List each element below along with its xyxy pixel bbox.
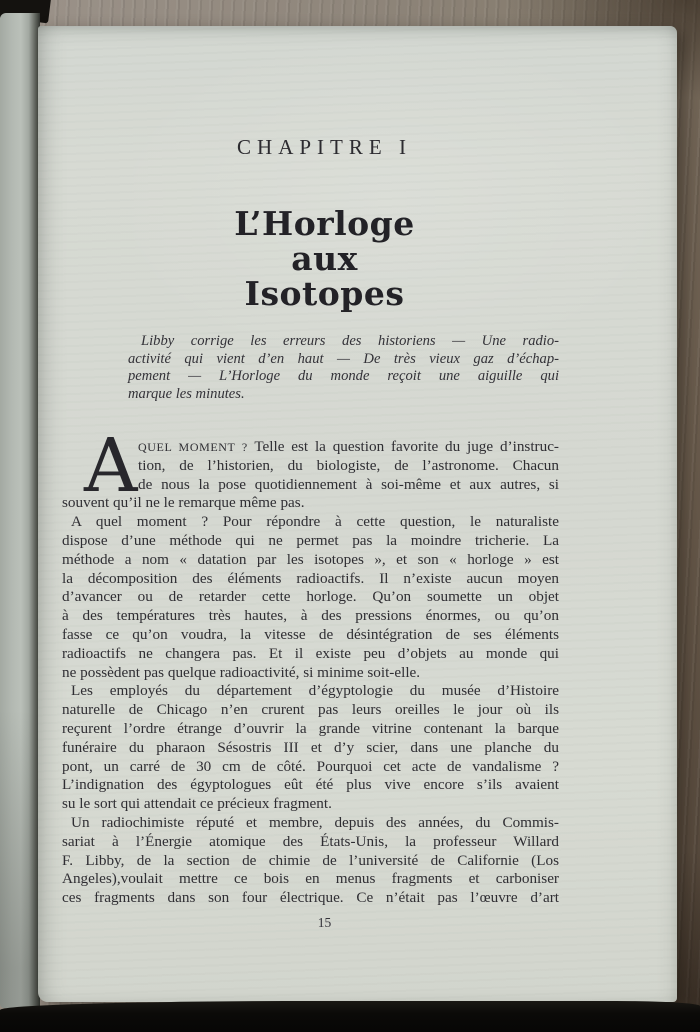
body-line: tion, de l’historien, du biologiste, de l’astronome. Chacun [138,456,559,474]
body-line: de nous la pose quotidiennement à soi-même et aux autres, si [138,475,559,493]
body-line: Les employés du département d’égyptologie du musée d’Histoire [71,682,559,700]
page-number: 15 [317,914,332,930]
page-content [38,135,677,931]
body-text [62,423,559,908]
body-line: sariat à l’Énergie atomique des États-Unis, la professeur Willard [62,832,559,850]
body-line: souvent qu’il ne le remarque même pas. [62,494,305,512]
body-line: pont, un carré de 30 cm de côté. Pourquoi cet acte de vandalisme ? [62,757,559,775]
book-cover-edge-bottom [0,1001,700,1032]
chapter-title-line-3: Isotopes [244,274,405,313]
chapter-title-line-1: L’Horloge [234,204,415,243]
body-line: su le sort qui attendait ce précieux fragment. [62,795,332,813]
chapter-title-line-2: aux [291,239,358,278]
chapter-subtitle [128,333,559,403]
subtitle-line: marque les minutes. [128,385,245,402]
body-line: reçurent l’ordre étrange d’ouvrir la grande vitrine contenant la barque [62,719,559,737]
body-line: méthode a nom « datation par les isotopes », et son « horloge » est [62,550,559,568]
body-line: funéraire du pharaon Sésostris III et d’y scier, dans une planche du [62,738,559,756]
body-line: Un radiochimiste réputé et membre, depuis des années, du Commis- [71,813,559,831]
book-page [38,26,677,1002]
body-line: fasse ce qu’on voudra, la vitesse de désintégration de ses éléments [62,625,559,643]
body-line: d’avancer ou de retarder cette horloge. Qu’on soumette un objet [62,588,559,606]
drop-cap: A [84,423,138,509]
body-line: ces fragments dans son four électrique. Ce n’était pas l’œuvre d’art [62,889,559,907]
chapter-heading: CHAPITRE I [237,135,412,159]
body-line: L’indignation des égyptologues eût été plus vive encore s’ils avaient [62,776,559,794]
body-line: à des températures très hautes, à des pressions énormes, ou qu’on [62,607,559,625]
subtitle-line: pement — L’Horloge du monde reçoit une aiguille qui [128,368,559,384]
body-line: ne possèdent pas quelque radioactivité, si minime soit-elle. [62,663,421,681]
subtitle-line: activité qui vient d’en haut — De très vieux gaz d’échap- [128,350,559,367]
smallcaps-phrase: QUEL MOMENT ? [138,440,248,454]
body-line: dispose d’une méthode qui ne permet pas la moindre tricherie. La [62,531,559,549]
body-line: la décomposition des éléments radioactifs. Il n’existe aucun moyen [62,569,559,587]
opening-rest: Telle est la question favorite du juge d’instruc- [254,438,559,455]
body-paragraph-4 [62,814,559,908]
body-paragraph-2 [62,513,559,682]
chapter-title [76,206,573,311]
body-line: A quel moment ? Pour répondre à cette question, le naturaliste [71,513,559,531]
body-paragraph-3 [62,682,559,814]
facing-page-edge [0,13,40,1008]
subtitle-line: Libby corrige les erreurs des historiens — Une radio- [141,333,559,349]
body-line: Angeles),voulait mettre ce bois en menus fragments et carboniser [62,870,559,888]
body-line: F. Libby, de la section de chimie de l’université de Californie (Los [62,851,559,869]
body-line: radioactifs ne changera pas. Et il existe peu d’objets au monde qui [62,644,559,662]
body-line: naturelle de Chicago n’en crurent pas leurs oreilles le jour où ils [62,701,559,719]
body-paragraph-1 [62,423,559,513]
